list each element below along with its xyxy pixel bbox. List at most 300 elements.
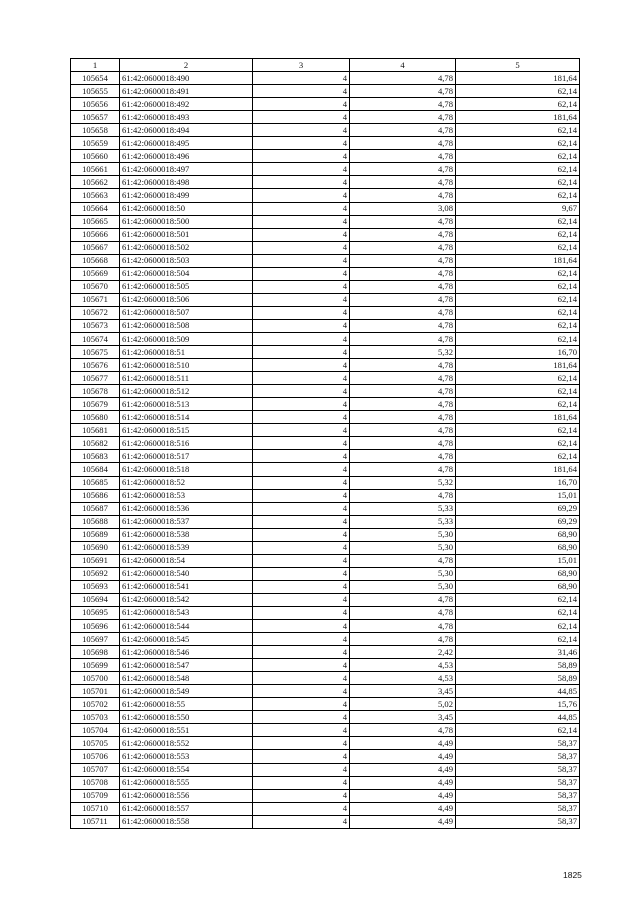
table-cell: 105657 bbox=[71, 111, 120, 124]
table-cell: 58,37 bbox=[456, 802, 580, 815]
table-cell: 105673 bbox=[71, 319, 120, 332]
table-cell: 105680 bbox=[71, 411, 120, 424]
table-cell: 3,45 bbox=[350, 685, 456, 698]
table-cell: 4,78 bbox=[350, 450, 456, 463]
table-cell: 4 bbox=[253, 346, 350, 359]
table-cell: 61:42:0600018:493 bbox=[120, 111, 253, 124]
table-row bbox=[71, 176, 580, 189]
table-cell: 4 bbox=[253, 776, 350, 789]
table-cell: 4 bbox=[253, 659, 350, 672]
table-cell: 4 bbox=[253, 606, 350, 619]
table-row bbox=[71, 85, 580, 98]
table-cell: 105690 bbox=[71, 541, 120, 554]
table-cell: 105676 bbox=[71, 359, 120, 372]
table-cell: 4 bbox=[253, 111, 350, 124]
page-number: 1825 bbox=[563, 870, 582, 880]
table-cell: 4 bbox=[253, 450, 350, 463]
table-cell: 4,78 bbox=[350, 228, 456, 241]
table-cell: 4,49 bbox=[350, 750, 456, 763]
table-cell: 58,89 bbox=[456, 672, 580, 685]
table-cell: 62,14 bbox=[456, 606, 580, 619]
table-cell: 61:42:0600018:505 bbox=[120, 280, 253, 293]
table-row bbox=[71, 685, 580, 698]
table-cell: 61:42:0600018:503 bbox=[120, 254, 253, 267]
table-cell: 15,01 bbox=[456, 554, 580, 567]
table-cell: 4,78 bbox=[350, 150, 456, 163]
table-cell: 4,78 bbox=[350, 385, 456, 398]
table-cell: 61:42:0600018:498 bbox=[120, 176, 253, 189]
table-cell: 105693 bbox=[71, 580, 120, 593]
table-cell: 4 bbox=[253, 306, 350, 319]
table-cell: 61:42:0600018:50 bbox=[120, 202, 253, 215]
table-cell: 62,14 bbox=[456, 228, 580, 241]
table-cell: 4,49 bbox=[350, 763, 456, 776]
table-cell: 61:42:0600018:54 bbox=[120, 554, 253, 567]
table-cell: 4 bbox=[253, 463, 350, 476]
table-cell: 5,02 bbox=[350, 698, 456, 711]
table-cell: 105670 bbox=[71, 280, 120, 293]
table-cell: 105702 bbox=[71, 698, 120, 711]
table-cell: 4,78 bbox=[350, 176, 456, 189]
table-cell: 105672 bbox=[71, 306, 120, 319]
table-cell: 61:42:0600018:558 bbox=[120, 815, 253, 828]
table-cell: 5,33 bbox=[350, 515, 456, 528]
table-cell: 4 bbox=[253, 137, 350, 150]
table-row bbox=[71, 346, 580, 359]
table-cell: 62,14 bbox=[456, 620, 580, 633]
table-row bbox=[71, 202, 580, 215]
table-cell: 4,78 bbox=[350, 72, 456, 85]
table-row bbox=[71, 776, 580, 789]
table-cell: 105675 bbox=[71, 346, 120, 359]
table-cell: 62,14 bbox=[456, 450, 580, 463]
table-cell: 61:42:0600018:512 bbox=[120, 385, 253, 398]
table-row bbox=[71, 411, 580, 424]
table-cell: 44,85 bbox=[456, 685, 580, 698]
table-row bbox=[71, 593, 580, 606]
table-row bbox=[71, 620, 580, 633]
table-cell: 4 bbox=[253, 372, 350, 385]
table-cell: 5,30 bbox=[350, 528, 456, 541]
table-row bbox=[71, 424, 580, 437]
column-header: 3 bbox=[253, 59, 350, 72]
table-cell: 105697 bbox=[71, 633, 120, 646]
table-cell: 61:42:0600018:546 bbox=[120, 646, 253, 659]
table-cell: 5,30 bbox=[350, 567, 456, 580]
table-cell: 4,78 bbox=[350, 254, 456, 267]
table-cell: 68,90 bbox=[456, 528, 580, 541]
table-cell: 61:42:0600018:543 bbox=[120, 606, 253, 619]
table-row bbox=[71, 319, 580, 332]
column-header: 4 bbox=[350, 59, 456, 72]
table-cell: 61:42:0600018:502 bbox=[120, 241, 253, 254]
table-row bbox=[71, 633, 580, 646]
table-cell: 4,49 bbox=[350, 776, 456, 789]
table-row bbox=[71, 215, 580, 228]
table-cell: 16,70 bbox=[456, 476, 580, 489]
table-cell: 4,78 bbox=[350, 267, 456, 280]
table-cell: 61:42:0600018:496 bbox=[120, 150, 253, 163]
table-row bbox=[71, 359, 580, 372]
table-cell: 105660 bbox=[71, 150, 120, 163]
table-cell: 4,49 bbox=[350, 737, 456, 750]
table-cell: 61:42:0600018:501 bbox=[120, 228, 253, 241]
table-cell: 62,14 bbox=[456, 189, 580, 202]
table-cell: 4 bbox=[253, 763, 350, 776]
table-row bbox=[71, 450, 580, 463]
table-cell: 4,78 bbox=[350, 593, 456, 606]
table-cell: 62,14 bbox=[456, 176, 580, 189]
table-cell: 62,14 bbox=[456, 424, 580, 437]
table-cell: 62,14 bbox=[456, 150, 580, 163]
column-header: 5 bbox=[456, 59, 580, 72]
table-cell: 105703 bbox=[71, 711, 120, 724]
table-cell: 61:42:0600018:545 bbox=[120, 633, 253, 646]
table-cell: 4,78 bbox=[350, 463, 456, 476]
table-cell: 61:42:0600018:541 bbox=[120, 580, 253, 593]
table-cell: 4 bbox=[253, 398, 350, 411]
table-cell: 4 bbox=[253, 815, 350, 828]
table-cell: 62,14 bbox=[456, 724, 580, 737]
table-row bbox=[71, 163, 580, 176]
table-row bbox=[71, 254, 580, 267]
table-cell: 58,37 bbox=[456, 750, 580, 763]
table-row bbox=[71, 580, 580, 593]
table-cell: 4 bbox=[253, 124, 350, 137]
table-cell: 62,14 bbox=[456, 319, 580, 332]
table-body bbox=[71, 72, 580, 829]
table-row bbox=[71, 554, 580, 567]
table-cell: 61:42:0600018:557 bbox=[120, 802, 253, 815]
table-cell: 62,14 bbox=[456, 437, 580, 450]
table-cell: 4 bbox=[253, 163, 350, 176]
table-row bbox=[71, 789, 580, 802]
table-cell: 4,78 bbox=[350, 411, 456, 424]
table-cell: 16,70 bbox=[456, 346, 580, 359]
table-cell: 58,37 bbox=[456, 737, 580, 750]
table-row bbox=[71, 737, 580, 750]
table-cell: 105684 bbox=[71, 463, 120, 476]
table-cell: 61:42:0600018:555 bbox=[120, 776, 253, 789]
table-row bbox=[71, 150, 580, 163]
table-cell: 105655 bbox=[71, 85, 120, 98]
table-cell: 61:42:0600018:494 bbox=[120, 124, 253, 137]
table-cell: 62,14 bbox=[456, 163, 580, 176]
table-cell: 4,78 bbox=[350, 98, 456, 111]
table-cell: 105689 bbox=[71, 528, 120, 541]
table-row bbox=[71, 398, 580, 411]
table-cell: 105692 bbox=[71, 567, 120, 580]
table-row bbox=[71, 750, 580, 763]
table-cell: 105661 bbox=[71, 163, 120, 176]
table-cell: 105709 bbox=[71, 789, 120, 802]
table-cell: 4 bbox=[253, 672, 350, 685]
table-cell: 105662 bbox=[71, 176, 120, 189]
table-cell: 4 bbox=[253, 254, 350, 267]
table-cell: 61:42:0600018:497 bbox=[120, 163, 253, 176]
table-cell: 105687 bbox=[71, 502, 120, 515]
table-cell: 62,14 bbox=[456, 85, 580, 98]
table-row bbox=[71, 606, 580, 619]
table-cell: 4 bbox=[253, 737, 350, 750]
table-cell: 105683 bbox=[71, 450, 120, 463]
table-cell: 105682 bbox=[71, 437, 120, 450]
table-cell: 62,14 bbox=[456, 306, 580, 319]
table-row bbox=[71, 280, 580, 293]
table-cell: 44,85 bbox=[456, 711, 580, 724]
table-cell: 4 bbox=[253, 698, 350, 711]
table-cell: 61:42:0600018:55 bbox=[120, 698, 253, 711]
table-cell: 4 bbox=[253, 189, 350, 202]
table-cell: 4 bbox=[253, 98, 350, 111]
table-cell: 3,08 bbox=[350, 202, 456, 215]
table-cell: 4,49 bbox=[350, 802, 456, 815]
table-cell: 105668 bbox=[71, 254, 120, 267]
table-cell: 61:42:0600018:506 bbox=[120, 293, 253, 306]
table-cell: 4,78 bbox=[350, 137, 456, 150]
table-cell: 58,37 bbox=[456, 763, 580, 776]
table-cell: 4 bbox=[253, 685, 350, 698]
table-cell: 105698 bbox=[71, 646, 120, 659]
table-cell: 4 bbox=[253, 502, 350, 515]
table-cell: 105705 bbox=[71, 737, 120, 750]
table-row bbox=[71, 815, 580, 828]
table-cell: 105707 bbox=[71, 763, 120, 776]
table-cell: 61:42:0600018:553 bbox=[120, 750, 253, 763]
data-table bbox=[70, 58, 580, 829]
table-cell: 4 bbox=[253, 437, 350, 450]
table-cell: 4 bbox=[253, 711, 350, 724]
table-cell: 31,46 bbox=[456, 646, 580, 659]
table-cell: 61:42:0600018:552 bbox=[120, 737, 253, 750]
table-cell: 105678 bbox=[71, 385, 120, 398]
table-cell: 61:42:0600018:542 bbox=[120, 593, 253, 606]
table-row bbox=[71, 293, 580, 306]
table-cell: 61:42:0600018:511 bbox=[120, 372, 253, 385]
table-row bbox=[71, 502, 580, 515]
table-cell: 181,64 bbox=[456, 254, 580, 267]
table-cell: 4 bbox=[253, 515, 350, 528]
table-row bbox=[71, 528, 580, 541]
table-cell: 68,90 bbox=[456, 567, 580, 580]
table-cell: 105699 bbox=[71, 659, 120, 672]
table-row bbox=[71, 802, 580, 815]
table-cell: 61:42:0600018:548 bbox=[120, 672, 253, 685]
table-row bbox=[71, 332, 580, 345]
column-header: 2 bbox=[120, 59, 253, 72]
table-cell: 61:42:0600018:554 bbox=[120, 763, 253, 776]
table-cell: 4,78 bbox=[350, 241, 456, 254]
table-cell: 4,78 bbox=[350, 189, 456, 202]
table-cell: 62,14 bbox=[456, 372, 580, 385]
table-cell: 105700 bbox=[71, 672, 120, 685]
table-cell: 4 bbox=[253, 280, 350, 293]
table-cell: 61:42:0600018:537 bbox=[120, 515, 253, 528]
table-cell: 105658 bbox=[71, 124, 120, 137]
table-cell: 4 bbox=[253, 359, 350, 372]
table-cell: 4,78 bbox=[350, 398, 456, 411]
table-cell: 4 bbox=[253, 620, 350, 633]
table-cell: 61:42:0600018:536 bbox=[120, 502, 253, 515]
table-cell: 4,78 bbox=[350, 215, 456, 228]
table-cell: 58,37 bbox=[456, 815, 580, 828]
table-cell: 4 bbox=[253, 72, 350, 85]
table-row bbox=[71, 541, 580, 554]
table-cell: 4 bbox=[253, 150, 350, 163]
table-cell: 5,33 bbox=[350, 502, 456, 515]
table-cell: 4 bbox=[253, 424, 350, 437]
table-cell: 4,78 bbox=[350, 293, 456, 306]
table-cell: 61:42:0600018:518 bbox=[120, 463, 253, 476]
table-cell: 61:42:0600018:509 bbox=[120, 332, 253, 345]
table-cell: 105704 bbox=[71, 724, 120, 737]
table-cell: 105671 bbox=[71, 293, 120, 306]
table-row bbox=[71, 98, 580, 111]
table-cell: 4,78 bbox=[350, 606, 456, 619]
table-cell: 4 bbox=[253, 724, 350, 737]
table-cell: 4 bbox=[253, 176, 350, 189]
table-cell: 4 bbox=[253, 411, 350, 424]
table-cell: 4,78 bbox=[350, 306, 456, 319]
table-cell: 61:42:0600018:539 bbox=[120, 541, 253, 554]
table-row bbox=[71, 189, 580, 202]
table-cell: 105659 bbox=[71, 137, 120, 150]
table-cell: 61:42:0600018:556 bbox=[120, 789, 253, 802]
table-cell: 4,78 bbox=[350, 372, 456, 385]
table-cell: 4 bbox=[253, 293, 350, 306]
table-cell: 68,90 bbox=[456, 541, 580, 554]
table-row bbox=[71, 711, 580, 724]
table-cell: 4,78 bbox=[350, 424, 456, 437]
table-cell: 61:42:0600018:516 bbox=[120, 437, 253, 450]
table-cell: 58,37 bbox=[456, 789, 580, 802]
table-cell: 61:42:0600018:504 bbox=[120, 267, 253, 280]
table-cell: 62,14 bbox=[456, 293, 580, 306]
table-row bbox=[71, 137, 580, 150]
table-cell: 4 bbox=[253, 633, 350, 646]
table-row bbox=[71, 385, 580, 398]
table-cell: 61:42:0600018:538 bbox=[120, 528, 253, 541]
table-cell: 4,78 bbox=[350, 111, 456, 124]
table-cell: 62,14 bbox=[456, 280, 580, 293]
table-cell: 105679 bbox=[71, 398, 120, 411]
table-cell: 105706 bbox=[71, 750, 120, 763]
table-cell: 4 bbox=[253, 567, 350, 580]
table-cell: 181,64 bbox=[456, 411, 580, 424]
table-cell: 4,78 bbox=[350, 85, 456, 98]
table-row bbox=[71, 111, 580, 124]
table-cell: 105691 bbox=[71, 554, 120, 567]
table-cell: 105694 bbox=[71, 593, 120, 606]
table-cell: 62,14 bbox=[456, 137, 580, 150]
table-cell: 62,14 bbox=[456, 98, 580, 111]
table-cell: 181,64 bbox=[456, 463, 580, 476]
table-cell: 4 bbox=[253, 476, 350, 489]
table-cell: 105666 bbox=[71, 228, 120, 241]
table-cell: 105710 bbox=[71, 802, 120, 815]
table-cell: 105674 bbox=[71, 332, 120, 345]
table-row bbox=[71, 672, 580, 685]
table-cell: 61:42:0600018:495 bbox=[120, 137, 253, 150]
table-row bbox=[71, 476, 580, 489]
table-row bbox=[71, 698, 580, 711]
table-cell: 61:42:0600018:514 bbox=[120, 411, 253, 424]
table-cell: 105665 bbox=[71, 215, 120, 228]
table-cell: 4,78 bbox=[350, 332, 456, 345]
table-cell: 61:42:0600018:515 bbox=[120, 424, 253, 437]
table-cell: 2,42 bbox=[350, 646, 456, 659]
table-row bbox=[71, 646, 580, 659]
table-cell: 4,53 bbox=[350, 672, 456, 685]
table-cell: 15,76 bbox=[456, 698, 580, 711]
table-cell: 4 bbox=[253, 241, 350, 254]
table-row bbox=[71, 763, 580, 776]
table-cell: 105667 bbox=[71, 241, 120, 254]
table-cell: 61:42:0600018:53 bbox=[120, 489, 253, 502]
table-cell: 61:42:0600018:540 bbox=[120, 567, 253, 580]
table-cell: 69,29 bbox=[456, 502, 580, 515]
table-cell: 9,67 bbox=[456, 202, 580, 215]
table-cell: 4,78 bbox=[350, 124, 456, 137]
table-cell: 61:42:0600018:551 bbox=[120, 724, 253, 737]
table-cell: 61:42:0600018:544 bbox=[120, 620, 253, 633]
table-cell: 4,78 bbox=[350, 620, 456, 633]
table-cell: 4,78 bbox=[350, 554, 456, 567]
table-cell: 4,78 bbox=[350, 437, 456, 450]
table-cell: 61:42:0600018:507 bbox=[120, 306, 253, 319]
table-cell: 62,14 bbox=[456, 267, 580, 280]
table-cell: 4 bbox=[253, 332, 350, 345]
table-cell: 4 bbox=[253, 789, 350, 802]
table-cell: 4,49 bbox=[350, 789, 456, 802]
table-cell: 61:42:0600018:492 bbox=[120, 98, 253, 111]
table-cell: 61:42:0600018:549 bbox=[120, 685, 253, 698]
table-cell: 4 bbox=[253, 541, 350, 554]
table-cell: 4,49 bbox=[350, 815, 456, 828]
table-cell: 4,78 bbox=[350, 359, 456, 372]
table-cell: 4,78 bbox=[350, 319, 456, 332]
table-cell: 4 bbox=[253, 267, 350, 280]
table-cell: 4,78 bbox=[350, 163, 456, 176]
table-row bbox=[71, 372, 580, 385]
table-cell: 4 bbox=[253, 228, 350, 241]
table-row bbox=[71, 72, 580, 85]
table-cell: 105708 bbox=[71, 776, 120, 789]
table-row bbox=[71, 659, 580, 672]
table-cell: 4 bbox=[253, 646, 350, 659]
header-row bbox=[71, 59, 580, 72]
table-cell: 62,14 bbox=[456, 385, 580, 398]
table-cell: 61:42:0600018:547 bbox=[120, 659, 253, 672]
table-cell: 4,78 bbox=[350, 489, 456, 502]
table-cell: 62,14 bbox=[456, 398, 580, 411]
table-cell: 105696 bbox=[71, 620, 120, 633]
table-cell: 61:42:0600018:52 bbox=[120, 476, 253, 489]
table-cell: 61:42:0600018:51 bbox=[120, 346, 253, 359]
table-cell: 105711 bbox=[71, 815, 120, 828]
table-cell: 4 bbox=[253, 385, 350, 398]
table-row bbox=[71, 306, 580, 319]
table-row bbox=[71, 241, 580, 254]
table-row bbox=[71, 228, 580, 241]
table-cell: 181,64 bbox=[456, 72, 580, 85]
table-cell: 105677 bbox=[71, 372, 120, 385]
table-cell: 62,14 bbox=[456, 332, 580, 345]
table-cell: 62,14 bbox=[456, 124, 580, 137]
table-row bbox=[71, 515, 580, 528]
table-cell: 4 bbox=[253, 580, 350, 593]
table-cell: 105656 bbox=[71, 98, 120, 111]
